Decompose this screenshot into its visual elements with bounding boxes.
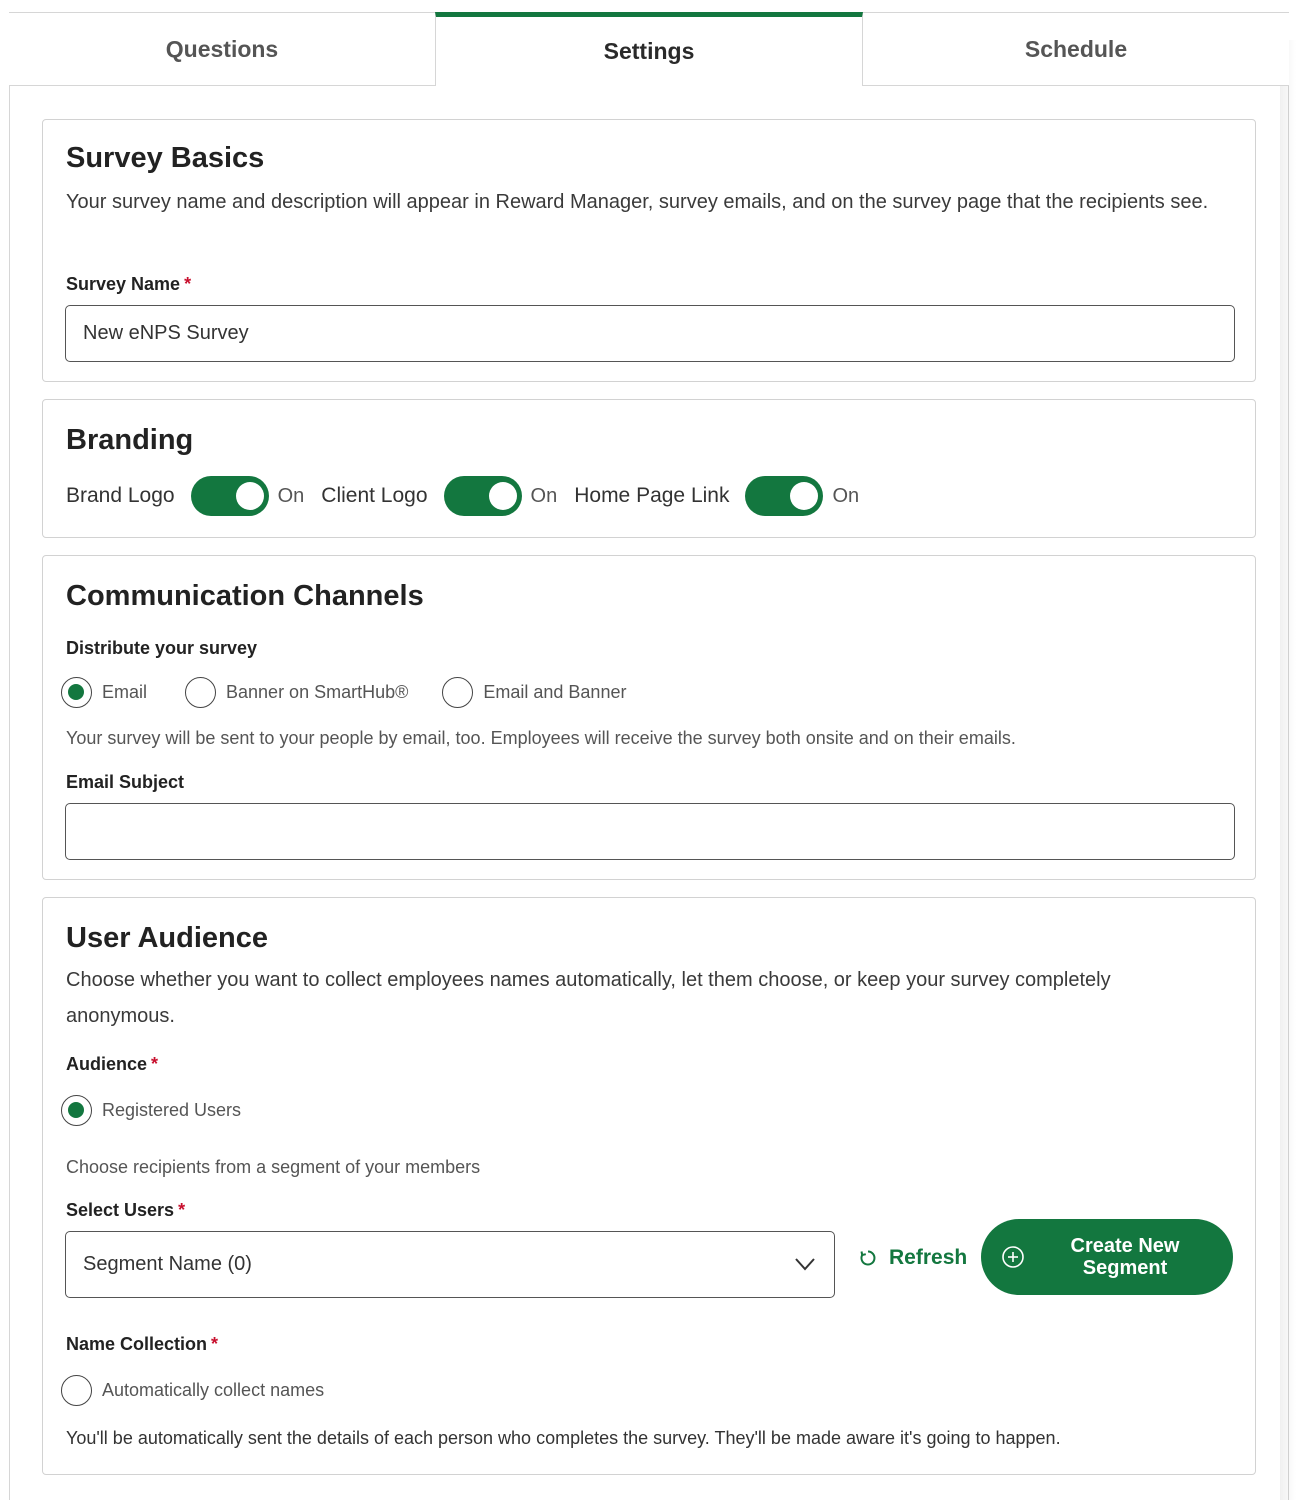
radio-registered-users[interactable] [61,1095,241,1126]
plus-circle-icon [1001,1245,1025,1269]
name-collection-label-text: Name Collection [66,1334,208,1354]
radio-banner[interactable] [185,677,408,708]
tab-schedule[interactable]: Schedule [863,12,1289,86]
segment-select[interactable] [65,1231,835,1298]
refresh-icon [859,1249,877,1267]
radio-circle [61,1375,92,1406]
communication-title: Communication Channels [66,580,424,612]
required-mark: * [184,274,192,294]
user-audience-title: User Audience [66,922,268,954]
survey-basics-card [42,119,1256,382]
tab-settings[interactable]: Settings [435,12,863,86]
email-subject-label: Email Subject [66,772,185,792]
panel-shadow [1280,40,1296,1500]
radio-email[interactable] [61,677,147,708]
refresh-label: Refresh [889,1246,968,1269]
radio-auto-collect-names-label: Automatically collect names [102,1380,325,1400]
audience-label-text: Audience [66,1054,148,1074]
chevron-down-icon [794,1256,816,1272]
required-mark: * [178,1200,186,1220]
create-new-segment-label: Create New Segment [1070,1235,1180,1279]
toggle-knob [790,482,818,510]
survey-name-input[interactable]: New eNPS Survey [65,305,1235,362]
channel-hint: Your survey will be sent to your people by email, too. Employees will receive the survey both onsite and on their emails. [66,728,1016,748]
refresh-button[interactable] [859,1246,967,1270]
user-audience-description: Choose whether you want to collect employees names automatically, let them choose, or keep your survey completely anonymous. [66,969,1111,1027]
select-users-label [66,1200,185,1221]
survey-basics-title: Survey Basics [66,142,265,174]
audience-radio-group [61,1095,261,1126]
distribute-label: Distribute your survey [66,638,258,658]
brand-logo-state: On [277,484,305,507]
channel-radio-group [61,677,646,708]
survey-name-label [66,274,191,295]
tab-questions[interactable]: Questions [9,12,435,86]
email-subject-input[interactable] [65,803,1235,860]
survey-basics-description: Your survey name and description will appear in Reward Manager, survey emails, and on the survey page that the recipients see. [66,191,1209,213]
home-page-link-label: Home Page Link [574,484,730,507]
radio-email-label: Email [102,682,148,702]
branding-toggles [66,476,876,516]
client-logo-state: On [530,484,558,507]
communication-card [42,555,1256,880]
required-mark: * [211,1334,219,1354]
branding-title: Branding [66,424,194,456]
name-collection-hint: You'll be automatically sent the details of each person who completes the survey. They'll be made aware it's going to happen. [66,1428,1061,1448]
brand-logo-label: Brand Logo [66,484,175,507]
survey-name-label-text: Survey Name [66,274,181,294]
branding-card [42,399,1256,538]
select-users-label-text: Select Users [66,1200,175,1220]
home-page-link-toggle[interactable] [745,476,823,516]
create-new-segment-button[interactable] [981,1219,1233,1295]
toggle-knob [489,482,517,510]
name-collection-label [66,1334,218,1355]
tab-bar [9,12,1289,86]
radio-auto-collect-names[interactable] [61,1375,324,1406]
radio-circle [185,677,216,708]
radio-email-and-banner[interactable] [442,677,626,708]
audience-label [66,1054,158,1075]
client-logo-label: Client Logo [321,484,428,507]
required-mark: * [151,1054,159,1074]
radio-registered-users-label: Registered Users [102,1100,242,1120]
user-audience-card [42,897,1256,1475]
client-logo-toggle[interactable] [444,476,522,516]
home-page-link-state: On [832,484,860,507]
radio-circle [61,1095,92,1126]
radio-banner-label: Banner on SmartHub® [226,682,409,702]
radio-circle [61,677,92,708]
segment-hint: Choose recipients from a segment of your members [66,1157,481,1177]
brand-logo-toggle[interactable] [191,476,269,516]
name-collection-radio-group [61,1375,344,1406]
toggle-knob [236,482,264,510]
segment-select-value: Segment Name (0) [83,1253,252,1275]
radio-email-and-banner-label: Email and Banner [483,682,627,702]
radio-circle [442,677,473,708]
